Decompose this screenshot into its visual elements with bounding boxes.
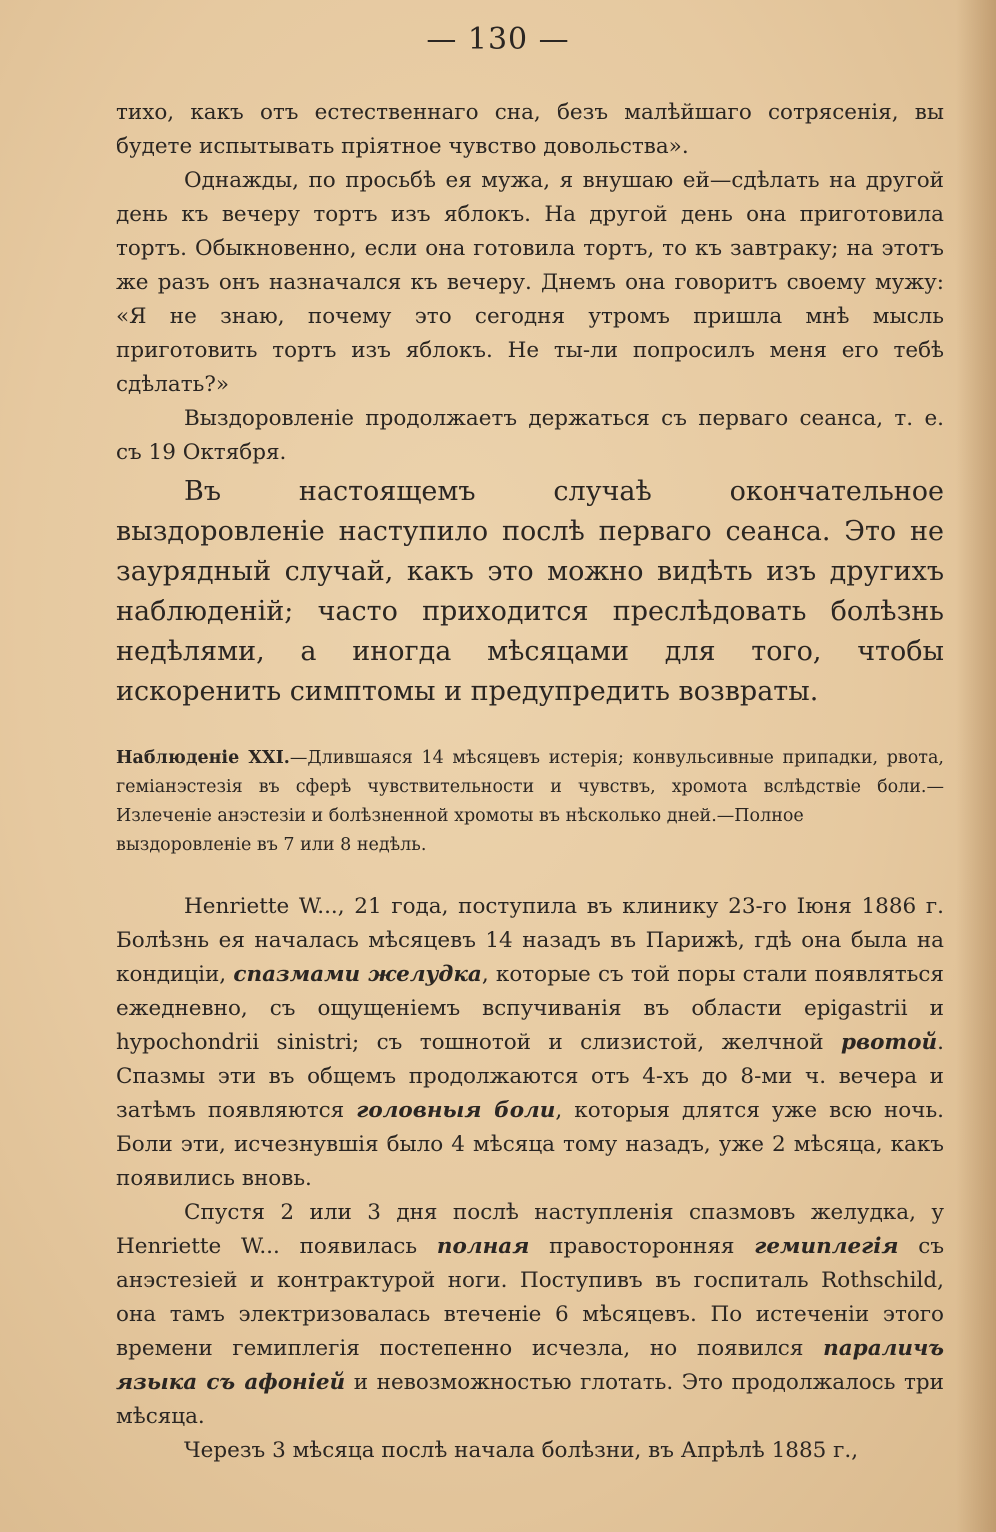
big-text-block	[116, 472, 944, 712]
top-text-block	[116, 96, 944, 470]
observation-last-line: выздоровленіе въ 7 или 8 недѣль.	[116, 835, 427, 855]
text-run: Henriette W..., 21 года, поступила въ клинику 23-го Іюня 1886 г. Болѣзнь ея началась мѣсяцевъ 14 назадъ въ Парижѣ, гдѣ она была на кондиціи,	[116, 894, 944, 987]
observation-summary	[116, 744, 944, 831]
paragraph-case-history	[116, 890, 944, 1196]
emphasis-hemiplegia: гемиплегія	[754, 1234, 899, 1259]
paragraph-hemiplegia	[116, 1196, 944, 1434]
text-run: . Спазмы эти въ общемъ продолжаются отъ 4-хъ до 8-ми ч. вечера и затѣмъ появляются	[116, 1030, 944, 1123]
observation-description: —Длившаяся 14 мѣсяцевъ истерія; конвульсивные припадки, рвота, геміанэстезія въ сферѣ чувствительности и чувствъ, хромота вслѣдствіе боли.—Излеченіе анэстезіи и болѣзненной хромоты въ нѣсколько дней.—Полное	[116, 748, 944, 826]
emphasis-spasms: спазмами желудка	[233, 962, 482, 987]
emphasis-paralysis: параличъ языка съ афоніей	[116, 1336, 944, 1395]
paragraph-continuation: тихо, какъ отъ естественнаго сна, безъ малѣйшаго сотрясенія, вы будете испытывать пріятное чувство довольства».	[116, 100, 944, 159]
text-run: правосторонняя	[529, 1234, 755, 1259]
paragraph-recovery: Выздоровленіе продолжаетъ держаться съ перваго сеанса, т. е. съ 19 Октября.	[116, 406, 944, 465]
text-run: , которые съ той поры стали появляться ежедневно, съ ощущеніемъ вспучиванія въ области epigastrii и hypochondrii sinistri; съ тошнотой и слизистой, желчной	[116, 962, 944, 1055]
emphasis-vomiting: рвотой	[840, 1030, 938, 1055]
text-run: съ анэстезіей и контрактурой ноги. Поступивъ въ госпиталь Rothschild, она тамъ электризовалась втеченіе 6 мѣсяцевъ. По истеченіи этого времени гемиплегія постепенно исчезла, но появился	[116, 1234, 944, 1361]
observation-heading	[116, 744, 944, 860]
paragraph-tort: Однажды, по просьбѣ ея мужа, я внушаю ей—сдѣлать на другой день къ вечеру тортъ изъ яблокъ. На другой день она приготовила тортъ. Обыкновенно, если она готовила тортъ, то къ завтраку; на этотъ же разъ онъ назначался къ вечеру. Днемъ она говоритъ своему мужу: «Я не знаю, почему это сегодня утромъ пришла мнѣ мысль приготовить тортъ изъ яблокъ. Не ты-ли попросилъ меня его тебѣ сдѣлать?»	[116, 168, 944, 397]
emphasis-full: полная	[436, 1234, 530, 1259]
text-run: и невозможностью глотать. Это продолжалось три мѣсяца.	[116, 1370, 944, 1429]
paragraph-april: Черезъ 3 мѣсяца послѣ начала болѣзни, въ Апрѣлѣ 1885 г.,	[184, 1438, 859, 1463]
page-number: — 130 —	[426, 22, 570, 57]
text-run: , которыя длятся уже всю ночь. Боли эти, исчезнувшія было 4 мѣсяца тому назадъ, уже 2 мѣсяца, какъ появились вновь.	[116, 1098, 944, 1191]
case-text-block	[116, 890, 944, 1468]
text-run: Спустя 2 или 3 дня послѣ наступленія спазмовъ желудка, у Henriette W... появилась	[116, 1200, 944, 1259]
paragraph-conclusion: Въ настоящемъ случаѣ окончательное выздоровленіе наступило послѣ перваго сеанса. Это не заурядный случай, какъ это можно видѣть изъ другихъ наблюденій; часто приходится преслѣдовать болѣзнь недѣлями, а иногда мѣсяцами для того, чтобы искоренить симптомы и предупредить возвраты.	[116, 476, 944, 707]
page-edge-shadow	[956, 0, 996, 1532]
observation-title: Наблюденіе XXI.	[116, 748, 290, 768]
emphasis-headaches: головныя боли	[356, 1098, 556, 1123]
